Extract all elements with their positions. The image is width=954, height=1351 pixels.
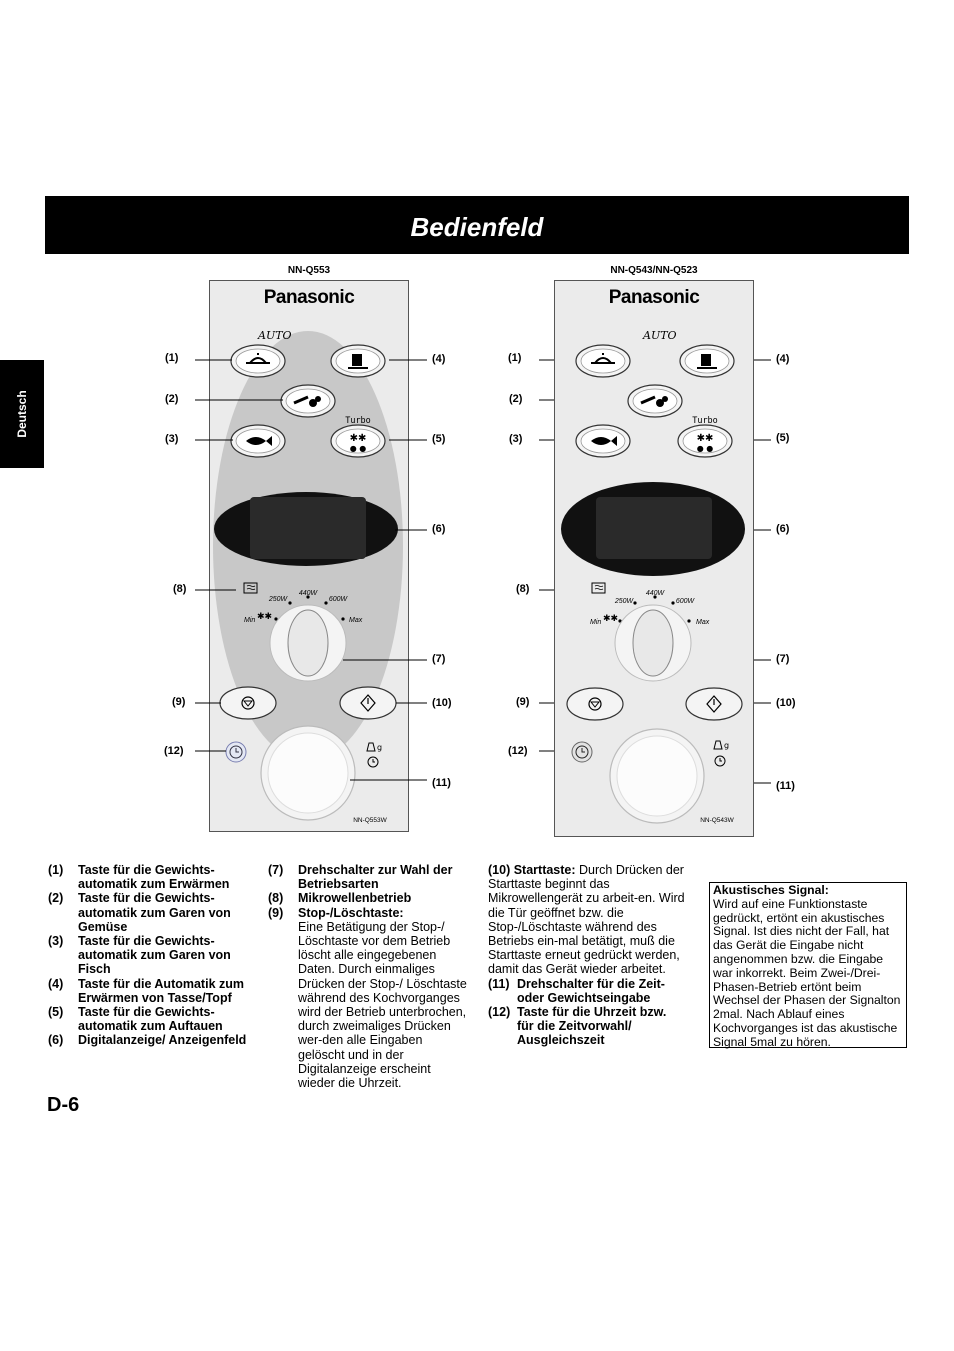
digital-display bbox=[596, 497, 712, 559]
weight-icon bbox=[714, 741, 729, 750]
language-tab-label: Deutsch bbox=[15, 390, 29, 438]
time-weight-dial[interactable] bbox=[610, 729, 704, 823]
legend-column-2 bbox=[268, 863, 468, 1090]
callout-6: (6) bbox=[432, 523, 446, 535]
defrost-symbol: ✱✱ bbox=[257, 612, 273, 622]
callout-2: (2) bbox=[165, 393, 179, 405]
legend-item: (4) Taste für die Automatik zum Erwärmen von Tasse/Topf bbox=[48, 976, 244, 1005]
power-250-label: 250W bbox=[268, 596, 288, 603]
brand-logo: Panasonic bbox=[263, 287, 355, 308]
model-label-q543: NN-Q543/NN-Q523 bbox=[610, 265, 698, 276]
legend-item: (3) Taste für die Gewichts-automatik zum Garen von Fisch bbox=[48, 934, 231, 977]
legend-item: (5) Taste für die Gewichts-automatik zum Auftauen bbox=[48, 1005, 223, 1034]
footer-model: NN-Q553W bbox=[353, 817, 387, 824]
reheat-button[interactable] bbox=[576, 345, 630, 377]
callout-12: (12) bbox=[164, 745, 184, 757]
callout-11: (11) bbox=[432, 777, 451, 789]
callout-10: (10) bbox=[776, 697, 796, 709]
acoustic-signal-box bbox=[709, 882, 907, 1048]
svg-text:g: g bbox=[377, 743, 383, 752]
defrost-symbol: ✱✱ bbox=[603, 614, 619, 624]
model-label-q553: NN-Q553 bbox=[287, 265, 331, 276]
microwave-icon bbox=[592, 583, 605, 593]
legend-item: (11) Drehschalter für die Zeit- oder Gewichtseingabe bbox=[488, 976, 665, 1005]
clock-button[interactable] bbox=[572, 742, 592, 762]
legend-item: (1) Taste für die Gewichts-automatik zum Erwärmen bbox=[48, 863, 230, 892]
power-250-label: 250W bbox=[614, 598, 634, 605]
page-number: D-6 bbox=[47, 1094, 80, 1116]
callout-3: (3) bbox=[509, 433, 523, 445]
svg-text:g: g bbox=[724, 741, 730, 750]
legend-item: (12) Taste für die Uhrzeit bzw. für die Zeitvorwahl/ Ausgleichszeit bbox=[488, 1005, 667, 1048]
svg-text:● ●: ● ● bbox=[349, 444, 367, 453]
legend-item: (10) Starttaste: Durch Drücken der Starttaste beginnt das Mikrowellengerät zu arbeit-en. Wird die Tür geöffnet bzw. die Stop-/Löschtaste während des Betriebs ein-mal betätigt, muß die Starttaste erneut gedrückt werden, damit das Gerät wieder arbeitet. bbox=[488, 863, 685, 977]
control-panel-drawing bbox=[555, 281, 753, 836]
snowflake-icon: ✱✱ bbox=[349, 433, 367, 444]
cup-button[interactable] bbox=[680, 345, 734, 377]
callout-9: (9) bbox=[516, 696, 530, 708]
callout-8: (8) bbox=[516, 583, 530, 595]
power-max-label: Max bbox=[696, 619, 710, 626]
acoustic-signal-text: Wird auf eine Funktionstaste gedrückt, ertönt ein akustisches Signal. Ist dies nicht der Fall, hat das Gerät die Eingabe nicht angenommen bzw. die Eingabe war inkorrekt. Beim Zwei-/Drei-Phasen-Betrieb ertönt beim Wechsel der Phasen der Signalton 2mal. Nach Ablauf eines Kochvorganges ist das akustische Signal 5mal zu hören. bbox=[713, 896, 901, 1049]
fish-button[interactable] bbox=[576, 425, 630, 457]
auto-label: AUTO bbox=[258, 329, 292, 342]
turbo-label: Turbo bbox=[345, 416, 371, 426]
callout-3: (3) bbox=[165, 433, 179, 445]
start-button[interactable] bbox=[686, 688, 742, 720]
power-600-label: 600W bbox=[675, 598, 695, 605]
callout-4: (4) bbox=[776, 353, 790, 365]
brand-logo: Panasonic bbox=[608, 287, 700, 308]
power-600-label: 600W bbox=[328, 596, 348, 603]
callout-6: (6) bbox=[776, 523, 790, 535]
svg-text:● ●: ● ● bbox=[696, 444, 714, 453]
power-min-label: Min bbox=[244, 617, 256, 624]
cup-icon bbox=[701, 354, 711, 366]
callout-1: (1) bbox=[165, 352, 179, 364]
callout-8: (8) bbox=[173, 583, 187, 595]
legend-item: (6) Digitalanzeige/ Anzeigenfeld bbox=[48, 1033, 247, 1048]
callout-7: (7) bbox=[432, 653, 446, 665]
power-440-label: 440W bbox=[645, 590, 665, 597]
legend-column-3 bbox=[488, 863, 686, 1048]
power-dial[interactable] bbox=[615, 605, 691, 681]
timer-icon bbox=[715, 756, 725, 766]
power-min-label: Min bbox=[590, 619, 602, 626]
page-title: Bedienfeld bbox=[410, 212, 544, 242]
callout-5: (5) bbox=[432, 433, 446, 445]
control-panel-q543 bbox=[554, 280, 754, 837]
legend-item: (7) Drehschalter zur Wahl der Betriebsarten bbox=[268, 863, 453, 892]
callout-11: (11) bbox=[776, 780, 795, 792]
legend-item: (2) Taste für die Gewichts-automatik zum Garen von Gemüse bbox=[48, 891, 231, 934]
acoustic-signal-heading: Akustisches Signal: bbox=[713, 883, 829, 897]
turbo-label: Turbo bbox=[692, 416, 718, 426]
legend-item: (9) Stop-/Löschtaste: Eine Betätigung der Stop-/ Löschtaste vor dem Betrieb löscht alle eingegebenen Daten. Durch einmaliges Drücken der Stop-/ Löschtaste während des Kochvorganges wird der Betrieb unterbrochen, durch zweimaliges Drücken wer-den alle Eingaben gelöscht und in der Digitalanzeige erscheint wieder die Uhrzeit. bbox=[268, 905, 467, 1091]
callout-10: (10) bbox=[432, 697, 452, 709]
callout-9: (9) bbox=[172, 696, 186, 708]
callout-4: (4) bbox=[432, 353, 446, 365]
callout-12: (12) bbox=[508, 745, 528, 757]
callout-2: (2) bbox=[509, 393, 523, 405]
snowflake-icon: ✱✱ bbox=[696, 433, 714, 444]
defrost-button[interactable] bbox=[678, 425, 732, 457]
legend-column-1 bbox=[48, 863, 248, 1048]
auto-label: AUTO bbox=[643, 329, 677, 342]
callout-7: (7) bbox=[776, 653, 790, 665]
callout-1: (1) bbox=[508, 352, 522, 364]
stop-button[interactable] bbox=[567, 688, 623, 720]
power-max-label: Max bbox=[349, 617, 363, 624]
footer-model: NN-Q543W bbox=[700, 817, 734, 824]
callout-5: (5) bbox=[776, 432, 790, 444]
vegetable-button[interactable] bbox=[628, 385, 682, 417]
legend-item: (8) Mikrowellenbetrieb bbox=[268, 891, 412, 906]
power-440-label: 440W bbox=[298, 590, 318, 597]
